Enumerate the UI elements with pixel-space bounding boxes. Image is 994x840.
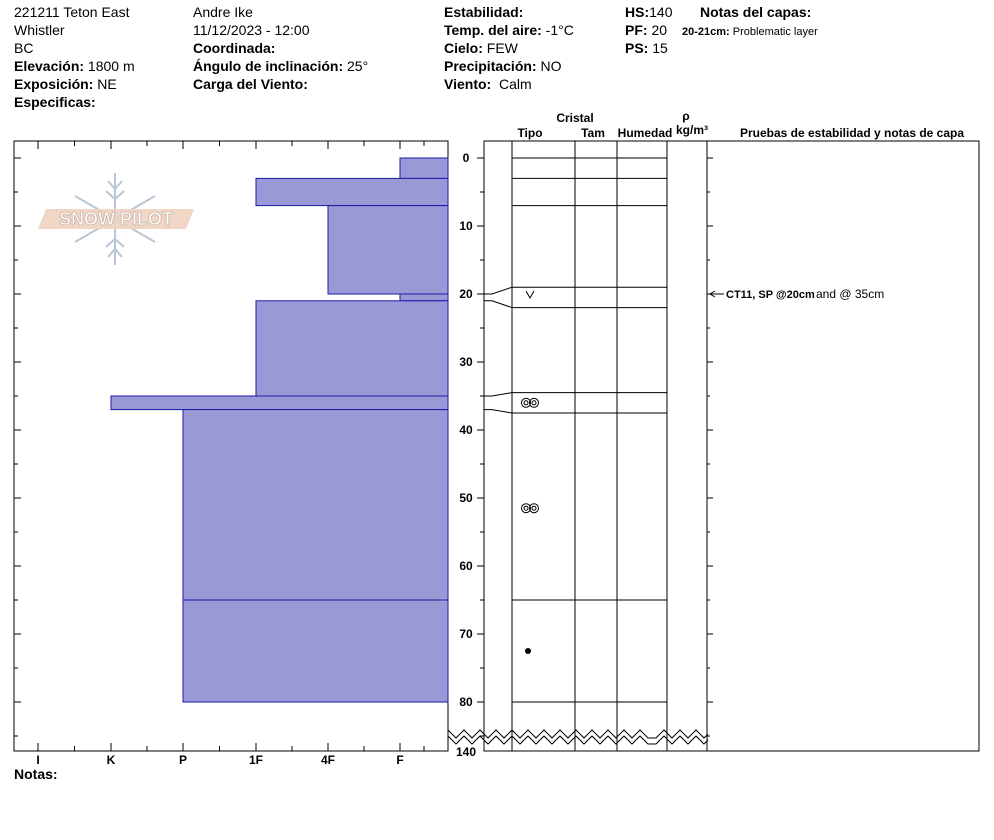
wind-value: Calm [498,76,532,92]
depth-label: 80 [459,695,473,709]
layer-notes-title: Notas del capas: [700,4,812,20]
hardness-layer-bar [400,294,448,301]
hs-label: HS: [625,4,650,20]
grain-table-frame [484,141,979,751]
column-header-size: Tam [581,126,605,140]
ps-label: PS: [625,40,649,56]
sky-value: FEW [486,40,518,56]
layer-note-range: 20-21cm: [682,26,730,38]
observer-name: Andre Ike [193,4,253,20]
logo-text: SNOW PILOT [59,209,173,229]
grain-ring-inner [532,401,536,405]
stability-label: Estabilidad: [444,4,524,20]
elevation-value: 1800 m [87,58,135,74]
hardness-layer-bar [183,600,448,702]
hardness-layers [111,158,448,702]
hardness-label: I [36,753,40,767]
precip-value: NO [540,58,562,74]
site-name: 221211 Teton East [14,4,130,20]
depth-label: 70 [459,627,473,641]
hardness-layer-bar [256,301,448,396]
slope-value: 25° [347,58,369,74]
depth-label: 0 [462,151,470,165]
round-grain-symbol [525,648,531,654]
hardness-layer-bar [328,206,448,294]
grain-ring-inner [532,506,536,510]
airtemp-value: -1°C [545,22,574,38]
hs-value: 140 [649,4,673,20]
snowpilot-logo [38,173,194,265]
coordinate-label: Coordinada: [193,40,276,56]
area-name: Whistler [14,22,65,38]
surface-hoar-symbol [526,291,534,298]
hardness-label: F [396,753,404,767]
hardness-layer-bar [256,178,448,205]
column-header-type: Tipo [517,126,543,140]
hardness-axis-labels [36,753,403,767]
hardness-layer-bar [111,396,448,410]
airtemp-label: Temp. del aire: [444,22,542,38]
notes-label: Notas: [14,766,58,782]
aspect-label: Exposición: [14,76,94,92]
stability-test-extra: and @ 35cm [816,287,885,301]
column-header-humidity: Humedad [617,126,673,140]
grain-ring-inner [524,506,528,510]
precip-label: Precipitación: [444,58,537,74]
axis-break-zigzag-2 [448,730,708,738]
column-header-rho: ρ [682,109,690,123]
region-name: BC [14,40,34,56]
hardness-label: 4F [320,753,336,767]
specifics-label: Especificas: [14,94,96,110]
layer-connector [484,301,512,308]
depth-label: 30 [459,355,473,369]
pf-label: PF: [625,22,648,38]
hardness-label: P [178,753,188,767]
stability-test-annotation [709,287,884,301]
column-header-density-unit: kg/m³ [675,123,709,137]
wind-label: Viento: [444,76,492,92]
depth-label: 20 [459,287,473,301]
windload-label: Carga del Viento: [193,76,308,92]
depth-label: 140 [455,745,477,759]
stability-test-code: CT11, SP @20cm [726,289,815,301]
hardness-label: K [106,753,116,767]
depth-label: 50 [459,491,473,505]
column-header-stability-notes: Pruebas de estabilidad y notas de capa [739,126,965,140]
depth-label: 40 [459,423,473,437]
aspect-value: NE [97,76,117,92]
layer-connector [484,287,512,294]
column-header-crystal: Cristal [556,111,594,125]
depth-label: 10 [459,219,473,233]
depth-label: 60 [459,559,473,573]
pf-value: 20 [651,22,668,38]
hardness-label: 1F [248,753,264,767]
slope-label: Ángulo de inclinación: [193,58,344,74]
sky-label: Cielo: [444,40,483,56]
hardness-layer-bar [400,158,448,178]
layer-note-text: Problematic layer [732,26,818,38]
layer-connector [484,410,512,413]
hardness-layer-bar [183,410,448,600]
notes-column-ticks [707,158,713,736]
ps-value: 15 [652,40,668,56]
grain-ring-inner [524,401,528,405]
observation-datetime: 11/12/2023 - 12:00 [193,22,310,38]
melt-form-symbol [522,398,539,407]
layer-connector [484,393,512,396]
melt-form-symbol [522,504,539,513]
elevation-label: Elevación: [14,58,85,74]
